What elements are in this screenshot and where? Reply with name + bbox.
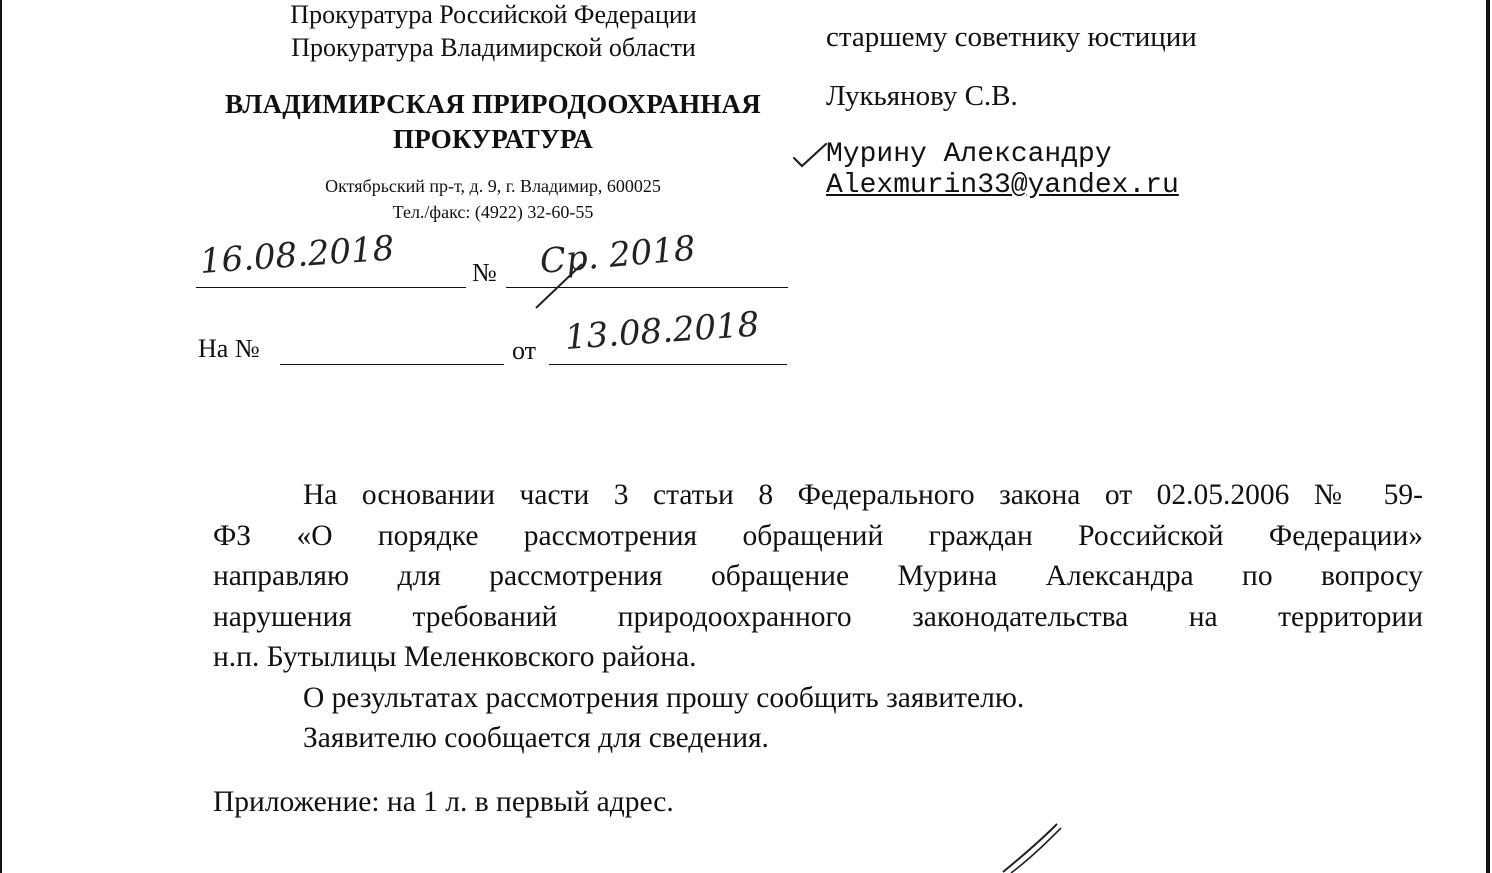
outgoing-date-handwritten: 16.08.2018 <box>198 228 396 282</box>
org-phone: Тел./факс: (4922) 32-60-55 <box>392 202 594 222</box>
header-line-region: Прокуратура Владимирской области <box>291 33 696 62</box>
incoming-number-line <box>280 364 504 365</box>
incoming-date-line <box>549 364 787 365</box>
signature-stroke <box>995 820 1065 873</box>
body-paragraph-3: Заявителю сообщается для сведения. <box>303 722 769 754</box>
check-mark-icon <box>790 140 830 170</box>
outgoing-date-line <box>196 287 466 288</box>
outgoing-number-handwritten: Ср. 2018 <box>538 228 698 282</box>
page-border-left <box>0 0 2 873</box>
body-line-2: ФЗ «О порядке рассмотрения обращений граждан Российской Федерации» <box>213 519 1423 552</box>
page-border-right <box>1486 0 1490 873</box>
header-line-federation: Прокуратура Российской Федерации <box>290 0 697 29</box>
recipient-name: Лукьянову С.В. <box>826 80 1018 112</box>
attachment-note: Приложение: на 1 л. в первый адрес. <box>213 786 674 818</box>
copy-recipient-email[interactable]: Alexmurin33@yandex.ru <box>826 170 1179 201</box>
body-line-5: н.п. Бутылицы Меленковского района. <box>213 641 697 673</box>
incoming-from-label: от <box>512 336 537 365</box>
org-address: Октябрьский пр-т, д. 9, г. Владимир, 600025 <box>325 176 661 196</box>
number-slash-stroke <box>530 260 590 312</box>
incoming-date-handwritten: 13.08.2018 <box>563 304 761 358</box>
org-name-line2: ПРОКУРАТУРА <box>393 124 593 154</box>
body-line-1: На основании части 3 статьи 8 Федерального закона от 02.05.2006 № 59- <box>303 479 1423 511</box>
recipient-title: старшему советнику юстиции <box>826 21 1197 53</box>
body-paragraph-2: О результатах рассмотрения прошу сообщить заявителю. <box>303 681 1025 714</box>
body-line-4: нарушения требований природоохранного законодательства на территории <box>213 600 1423 633</box>
incoming-number-label: На № <box>198 334 260 363</box>
letter-body <box>213 475 1423 759</box>
org-name-line1: ВЛАДИМИРСКАЯ ПРИРОДООХРАННАЯ <box>225 89 761 119</box>
body-line-3: направляю для рассмотрения обращение Мурина Александра по вопросу <box>213 560 1423 592</box>
outgoing-number-label: № <box>472 258 497 287</box>
copy-recipient-name: Мурину Александру <box>826 139 1112 170</box>
